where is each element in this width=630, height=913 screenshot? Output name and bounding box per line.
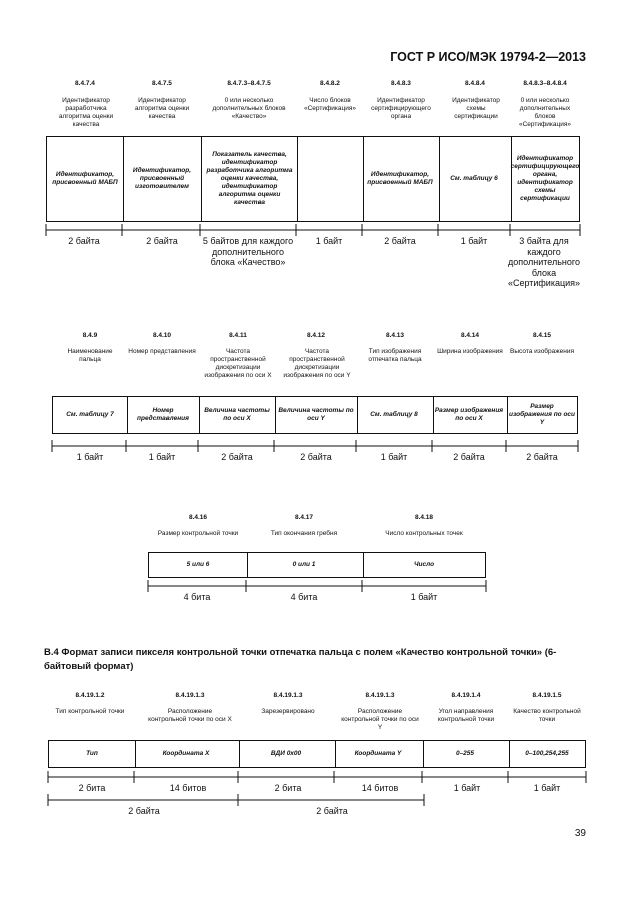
t2-cell: Размер изображения по оси Y <box>508 403 575 426</box>
t4-desc: Расположение контрольной точки по оси X <box>148 708 232 723</box>
page-number: 39 <box>574 828 586 839</box>
t2-desc: Ширина изображения <box>437 348 503 355</box>
t2-cell: Размер изображения по оси X <box>434 407 504 422</box>
t4-size: 1 байт <box>533 783 561 793</box>
t2-ref: 8.4.11 <box>229 332 247 339</box>
t2-desc: Высота изображения <box>510 348 574 355</box>
t2-cell: См. таблицу 8 <box>370 411 418 418</box>
t3-ref: 8.4.18 <box>414 514 434 521</box>
t2-size: 2 байта <box>300 452 332 462</box>
t4-ref: 8.4.19.1.5 <box>532 692 562 699</box>
t4-group-size: 2 байта <box>128 806 160 816</box>
t3-size: 4 бита <box>183 592 211 602</box>
t3-cell: Число <box>413 561 435 568</box>
t1-cell: Идентификатор, присвоенный МАБП <box>367 171 433 186</box>
t1-cell: Идентификатор сертифицирующего органа, идентификатор схемы сертификации <box>510 155 580 202</box>
t3-ref: 8.4.16 <box>188 514 208 521</box>
t4-desc: Тип контрольной точки <box>55 708 125 715</box>
t1-desc: Идентификатор сертифицирующего органа <box>371 97 431 120</box>
t2-desc: Номер представления <box>128 348 196 355</box>
t4-desc: Качество контрольной точки <box>513 708 581 723</box>
t2-ref: 8.4.9 <box>82 332 98 339</box>
t1-ref: 8.4.7.5 <box>152 80 172 87</box>
t1-cell: Идентификатор, присвоенный изготовителем <box>132 167 192 190</box>
section-title: В.4 Формат записи пикселя контрольной точки отпечатка пальца с полем «Качество контрольной точки» (6-байтовый формат) <box>44 647 557 672</box>
document-standard-header: ГОСТ Р ИСО/МЭК 19794-2—2013 <box>390 50 586 64</box>
t2-ref: 8.4.10 <box>152 332 172 339</box>
t2-size: 1 байт <box>76 452 104 462</box>
t3-desc: Число контрольных точек <box>385 530 463 537</box>
t1-cell: Идентификатор, присвоенный МАБП <box>52 171 118 186</box>
t2-size: 2 байта <box>221 452 253 462</box>
t4-size: 14 битов <box>361 783 399 793</box>
t4-ref: 8.4.19.1.4 <box>451 692 481 699</box>
t1-ref: 8.4.8.4 <box>465 80 485 87</box>
t1-desc: 0 или несколько дополнительных блоков «Сертификация» <box>518 97 572 128</box>
t4-desc: Угол направления контрольной точки <box>437 708 495 723</box>
t2-desc: Тип изображения отпечатка пальца <box>368 348 422 363</box>
t2-desc: Частота пространственной дискретизации изображения по оси X <box>204 348 272 379</box>
t3-cell: 5 или 6 <box>186 561 210 568</box>
t4-desc: Расположение контрольной точки по оси Y <box>341 708 419 731</box>
t2-size: 2 байта <box>453 452 485 462</box>
t1-ref: 8.4.7.3–8.4.7.5 <box>227 80 271 87</box>
t1-ref: 8.4.8.3–8.4.8.4 <box>523 80 567 87</box>
t4-desc: Зарезервировано <box>261 708 315 715</box>
t4-cell: Координата Y <box>354 750 402 757</box>
t1-cell: Показатель качества, идентификатор разработчика алгоритма оценки качества, идентификатор алгоритма оценки качества <box>206 151 293 206</box>
t3-cell: 0 или 1 <box>292 561 316 568</box>
t4-ref: 8.4.19.1.3 <box>365 692 395 699</box>
t4-cell: 0–255 <box>455 750 475 757</box>
t3-size: 4 бита <box>290 592 318 602</box>
t1-size: 2 байта <box>146 236 178 246</box>
t4-cell: Координата X <box>162 750 210 757</box>
t3-desc: Тип окончания гребня <box>270 530 338 537</box>
t1-cell: См. таблицу 6 <box>450 175 498 182</box>
t2-ref: 8.4.14 <box>460 332 480 339</box>
t4-cell: ВДИ 0x00 <box>270 750 302 757</box>
t3-size: 1 байт <box>410 592 438 602</box>
t4-cell: Тип <box>86 750 98 757</box>
t2-size: 1 байт <box>148 452 176 462</box>
t2-ref: 8.4.15 <box>532 332 552 339</box>
t1-ref: 8.4.8.3 <box>391 80 411 87</box>
t1-ref: 8.4.7.4 <box>75 80 95 87</box>
t4-ref: 8.4.19.1.3 <box>273 692 303 699</box>
t3-desc: Размер контрольной точки <box>157 530 239 537</box>
t4-size: 2 бита <box>78 783 106 793</box>
t4-size: 1 байт <box>453 783 481 793</box>
t1-size: 5 байтов для каждого дополнительного блока «Качество» <box>202 236 294 267</box>
t3-ref: 8.4.17 <box>294 514 314 521</box>
t4-group-size: 2 байта <box>316 806 348 816</box>
t1-size: 1 байт <box>460 236 488 246</box>
t1-desc: 0 или несколько дополнительных блоков «Качество» <box>212 97 286 120</box>
t2-cell: Величина частоты по оси X <box>204 407 270 422</box>
t2-cell: См. таблицу 7 <box>66 411 114 418</box>
t2-desc: Частота пространственной дискретизации изображения по оси Y <box>283 348 351 379</box>
t1-size: 3 байта для каждого дополнительного блока «Сертификация» <box>507 236 581 288</box>
t4-ref: 8.4.19.1.3 <box>175 692 205 699</box>
t1-desc: Идентификатор алгоритма оценки качества <box>134 97 190 120</box>
t1-size: 1 байт <box>315 236 343 246</box>
t2-ref: 8.4.13 <box>385 332 405 339</box>
t1-size: 2 байта <box>384 236 416 246</box>
t4-size: 14 битов <box>169 783 207 793</box>
t1-desc: Идентификатор схемы сертификации <box>452 97 500 120</box>
t1-size: 2 байта <box>68 236 100 246</box>
t2-cell: Номер представления <box>137 407 189 422</box>
t2-size: 1 байт <box>380 452 408 462</box>
t2-cell: Величина частоты по оси Y <box>278 407 354 422</box>
t2-desc: Наименование пальца <box>67 348 113 363</box>
t2-size: 2 байта <box>526 452 558 462</box>
t2-ref: 8.4.12 <box>306 332 326 339</box>
t1-ref: 8.4.8.2 <box>320 80 340 87</box>
t1-desc: Идентификатор разработчика алгоритма оценки качества <box>58 97 114 128</box>
t4-cell: 0–100,254,255 <box>525 750 569 757</box>
t4-ref: 8.4.19.1.2 <box>75 692 105 699</box>
t1-desc: Число блоков «Сертификация» <box>303 97 357 112</box>
t4-size: 2 бита <box>274 783 302 793</box>
